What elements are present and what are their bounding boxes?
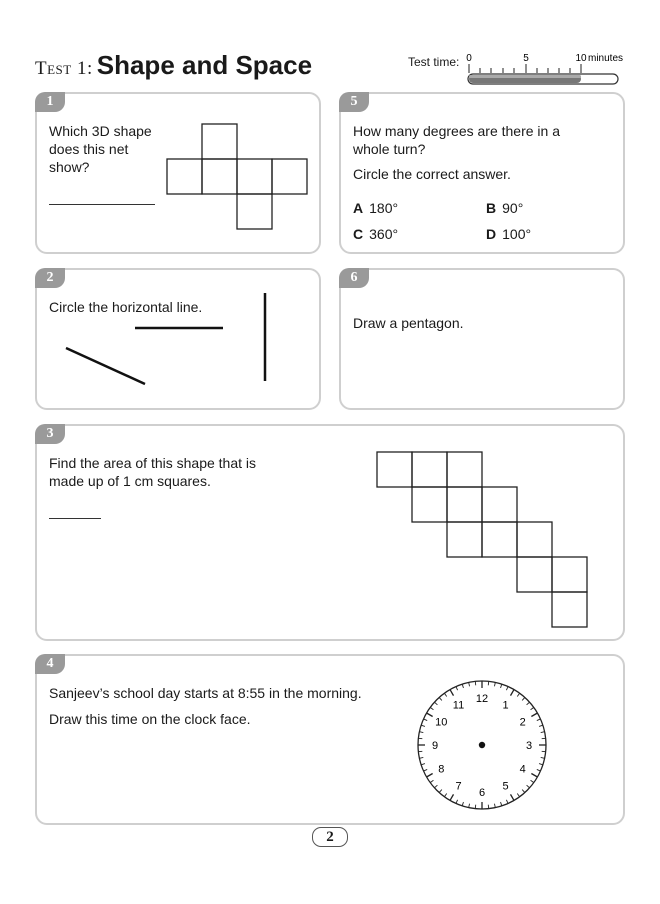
question-card-3 (35, 424, 625, 641)
clock-tick (501, 684, 502, 688)
drawing-area[interactable] (491, 290, 611, 400)
clock-tick (434, 702, 437, 705)
clock-tick (494, 804, 495, 808)
clock-number: 10 (435, 716, 448, 729)
clock-tick (511, 794, 515, 800)
clock-number: 2 (519, 716, 526, 729)
cube-net (166, 123, 310, 233)
timer-tick-0: 0 (466, 53, 472, 64)
timer-unit: minutes (588, 53, 624, 64)
clock-tick (506, 800, 508, 804)
clock-tick (430, 707, 433, 709)
question-text: How many degrees are there in a whole turn? (353, 123, 560, 157)
clock-tick (517, 693, 519, 696)
clock-tick (494, 682, 495, 686)
clock-number: 11 (452, 699, 465, 712)
clock-number: 8 (438, 763, 445, 776)
clock-tick (456, 800, 458, 804)
question-text: Find the area of this shape that is made up of 1 cm squares. (49, 455, 257, 489)
question-card-5 (339, 92, 625, 254)
option-a[interactable]: A 180° (353, 200, 399, 216)
clock-number: 6 (478, 787, 486, 799)
clock-tick (531, 774, 537, 778)
clock-tick (539, 725, 543, 726)
clock-tick (531, 780, 534, 782)
clock-number: 3 (525, 740, 533, 752)
clock-tick (522, 697, 525, 700)
clock-tick (424, 719, 428, 721)
clock-tick (517, 794, 519, 797)
question-number: 1 (35, 92, 65, 112)
clock-tick (421, 764, 425, 765)
option-d[interactable]: D 100° (486, 226, 532, 242)
question-text: Draw a pentagon. (353, 315, 464, 331)
question-text: Circle the horizontal line. (49, 299, 203, 315)
clock-number: 1 (502, 699, 509, 712)
clock-number: 7 (455, 780, 462, 793)
clock-tick (419, 757, 423, 758)
staircase-shape (376, 451, 592, 631)
timer-label: Test time: (408, 55, 460, 69)
option-b[interactable]: B 90° (486, 200, 524, 216)
question-number: 2 (35, 268, 65, 288)
clock-tick (539, 764, 543, 765)
clock-tick (439, 790, 442, 793)
clock-tick (419, 732, 423, 733)
question-card-2 (35, 268, 321, 410)
clock-tick (444, 794, 446, 797)
page-title (35, 50, 312, 81)
clock-tick (462, 684, 463, 688)
option-c[interactable]: C 360° (353, 226, 399, 242)
clock-tick (522, 790, 525, 793)
clock-tick (450, 794, 454, 800)
clock-tick (456, 687, 458, 691)
clock-face[interactable] (415, 678, 551, 814)
timer-tick-10: 10 (575, 53, 587, 64)
test-title: Shape and Space (96, 50, 313, 80)
clock-number: 12 (475, 693, 489, 705)
clock-number: 4 (519, 763, 526, 776)
clock-tick (511, 690, 515, 696)
question-number: 5 (339, 92, 369, 112)
question-text: Sanjeev’s school day starts at 8:55 in the morning. (49, 685, 362, 701)
clock-tick (450, 690, 454, 696)
diagonal-line[interactable] (66, 348, 145, 384)
clock-tick (501, 802, 502, 806)
clock-tick (469, 682, 470, 686)
clock-center (479, 742, 485, 748)
timer-bar (460, 52, 630, 88)
clock-tick (531, 707, 534, 709)
clock-tick (444, 693, 446, 696)
clock-tick (541, 732, 545, 733)
clock-tick (506, 687, 508, 691)
clock-tick (531, 713, 537, 717)
clock-tick (537, 719, 541, 721)
clock-tick (527, 702, 530, 705)
timer-tick-5: 5 (523, 53, 529, 64)
question-instruction: Circle the correct answer. (353, 166, 511, 182)
clock-tick (427, 774, 433, 778)
clock-tick (439, 697, 442, 700)
question-instruction: Draw this time on the clock face. (49, 711, 251, 727)
clock-tick (424, 769, 428, 771)
clock-tick (421, 725, 425, 726)
test-label: Test 1: (35, 58, 93, 79)
clock-tick (537, 769, 541, 771)
clock-tick (430, 780, 433, 782)
answer-line[interactable] (49, 204, 155, 205)
question-card-4 (35, 654, 625, 825)
clock-number: 9 (431, 740, 439, 752)
clock-tick (469, 804, 470, 808)
clock-tick (527, 785, 530, 788)
question-number: 6 (339, 268, 369, 288)
question-number: 3 (35, 424, 65, 444)
clock-tick (462, 802, 463, 806)
clock-number: 5 (502, 780, 509, 793)
answer-line[interactable] (49, 518, 101, 519)
lines-figure (37, 270, 319, 408)
clock-tick (434, 785, 437, 788)
question-number: 4 (35, 654, 65, 674)
clock-tick (541, 757, 545, 758)
question-text: Which 3D shape does this net show? (49, 123, 152, 175)
question-card-6 (339, 268, 625, 410)
page-number: 2 (312, 827, 348, 847)
question-card-1 (35, 92, 321, 254)
clock-tick (427, 713, 433, 717)
